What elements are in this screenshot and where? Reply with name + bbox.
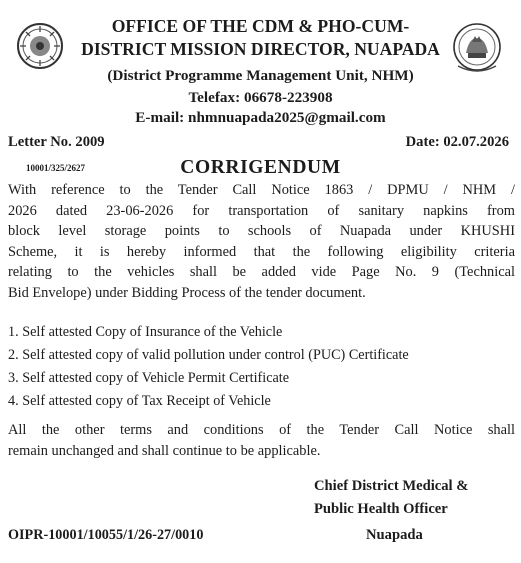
notice-title: CORRIGENDUM [180, 157, 341, 178]
criteria-item: 1. Self attested Copy of Insurance of the Vehicle [8, 324, 283, 340]
body-paragraph [8, 180, 515, 304]
signatory-title-line1: Chief District Medical & [314, 478, 469, 494]
oipr-number: OIPR-10001/10055/1/26-27/0010 [8, 527, 204, 543]
criteria-item: 3. Self attested copy of Vehicle Permit Certificate [8, 370, 290, 386]
body-line: Bid Envelope) under Bidding Process of the tender document. [8, 284, 366, 301]
body-line: block level storage points to schools of Nuapada under KHUSHI [8, 223, 515, 240]
office-name-line2: DISTRICT MISSION DIRECTOR, NUAPADA [81, 39, 440, 59]
reference-code: 10001/325/2627 [26, 163, 86, 173]
office-name-line1: OFFICE OF THE CDM & PHO-CUM- [111, 16, 410, 36]
criteria-item: 4. Self attested copy of Tax Receipt of Vehicle [8, 393, 271, 409]
closing-line: All the other terms and conditions of the Tender Call Notice shall [8, 422, 515, 438]
body-line: relating to the vehicles shall be added vide Page No. 9 (Technical [8, 264, 515, 281]
unit-name: (District Programme Management Unit, NHM) [107, 67, 414, 84]
telefax: Telefax: 06678-223908 [188, 89, 333, 106]
email: E-mail: nhmnuapada2025@gmail.com [135, 109, 386, 126]
signatory-location: Nuapada [366, 527, 423, 543]
closing-paragraph [8, 420, 515, 461]
body-line: 2026 dated 23-06-2026 for transportation of sanitary napkins from [8, 202, 515, 219]
letter-date: Date: 02.07.2026 [405, 134, 509, 150]
body-line: With reference to the Tender Call Notice 1863 / DPMU / NHM / [8, 182, 515, 198]
criteria-item: 2. Self attested copy of valid pollution under control (PUC) Certificate [8, 347, 409, 363]
closing-line: remain unchanged and shall continue to be applicable. [8, 442, 321, 459]
body-line: Scheme, it is hereby informed that the following eligibility criteria [8, 243, 515, 260]
letter-number: Letter No. 2009 [8, 134, 105, 150]
signatory-title-line2: Public Health Officer [314, 501, 448, 517]
